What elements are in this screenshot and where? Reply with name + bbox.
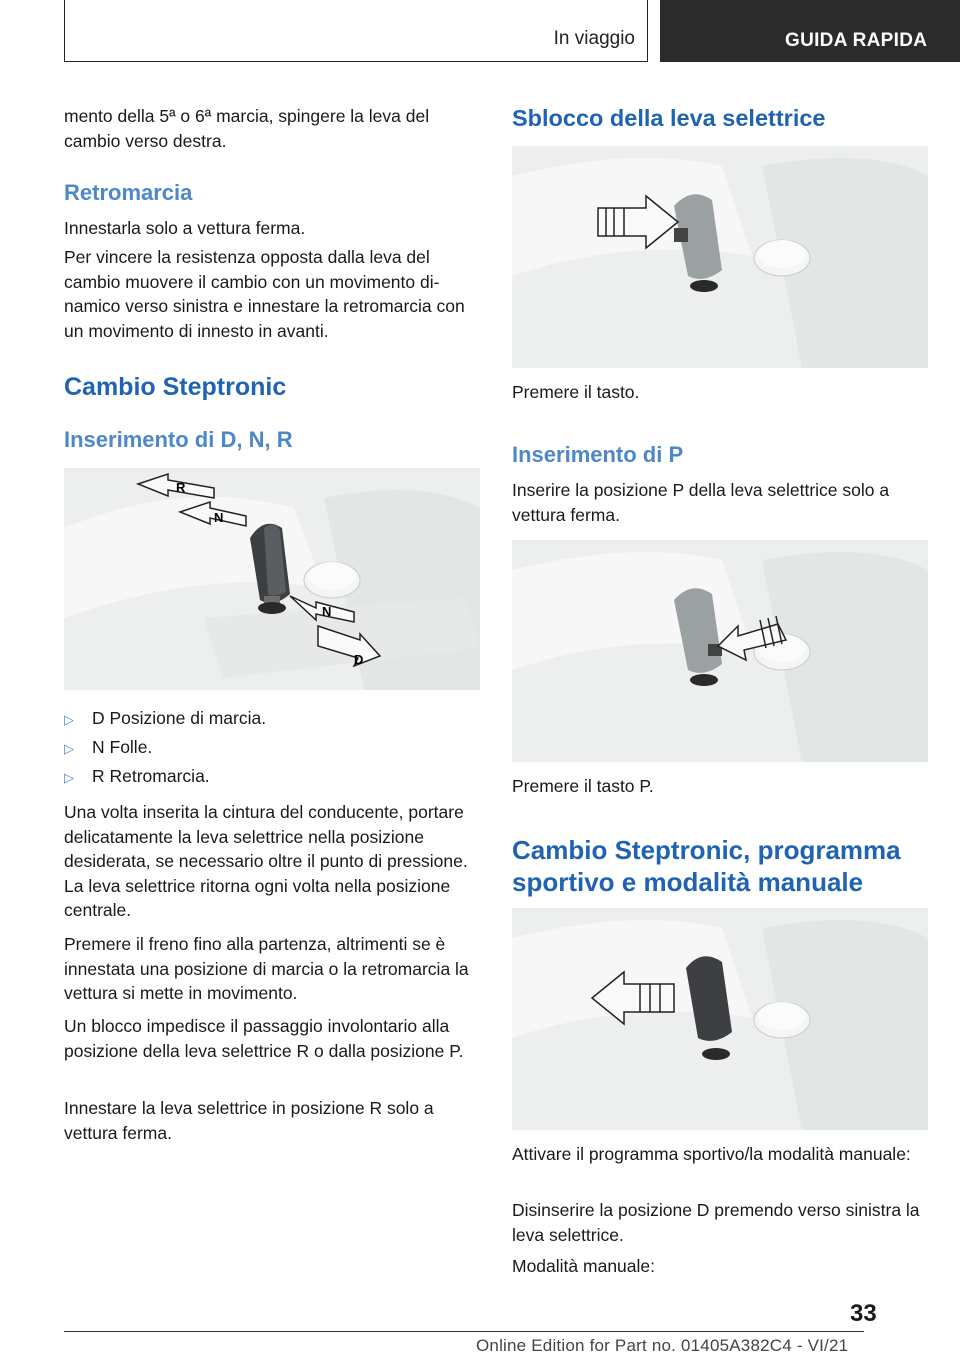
figure-p-button <box>512 540 928 762</box>
heading-retromarcia: Retromarcia <box>64 180 193 205</box>
figure-sport-mode <box>512 908 928 1130</box>
header-box <box>64 0 648 62</box>
figure-caption: Premere il tasto. <box>512 382 640 402</box>
paragraph: Per vincere la resistenza opposta dalla leva del cambio muovere il cambio con un movimento dinamico verso sinistra e innestare la retromarcia con un movimento di innesto in avanti. <box>64 247 465 341</box>
footer-edition: Online Edition for Part no. 01405A382C4 - VI/21 <box>476 1336 849 1355</box>
list-item <box>64 764 210 790</box>
header-section-title: In viaggio <box>553 28 635 49</box>
figure-unlock-button <box>512 146 928 368</box>
heading-sport-manual: Cambio Steptronic, programma sportivo e modalità manuale <box>512 835 901 897</box>
figure-gear-selector-dnr <box>64 468 480 690</box>
triangle-bullet-icon: ▷ <box>64 770 74 785</box>
paragraph: Inserire la posizione P della leva selettrice solo a vettura ferma. <box>512 480 890 525</box>
paragraph: Disinserire la posizione D premendo verso sinistra la leva selettrice. <box>512 1200 920 1245</box>
paragraph: Premere il freno fino alla partenza, altrimenti se è innestata una posizione di marcia o la retromarcia la vettura si mette in movimento. <box>64 934 469 1003</box>
paragraph: Modalità manuale: <box>512 1256 655 1276</box>
figure-caption: Premere il tasto P. <box>512 776 654 796</box>
gear-selector-illustration <box>64 468 480 690</box>
list-item <box>64 735 152 761</box>
gear-selector-sport-illustration <box>512 908 928 1130</box>
list-item <box>64 706 266 732</box>
list-item-text: N Folle. <box>92 737 153 757</box>
figure-label: N <box>214 510 224 525</box>
heading-inserimento-dnr: Inserimento di D, N, R <box>64 427 293 452</box>
list-item-text: D Posizione di marcia. <box>92 708 267 728</box>
heading-sblocco: Sblocco della leva selettrice <box>512 105 826 131</box>
heading-steptronic: Cambio Steptronic <box>64 373 287 401</box>
gear-selector-unlock-illustration <box>512 146 928 368</box>
figure-label: N <box>322 604 332 619</box>
list-item-text: R Retromarcia. <box>92 766 210 786</box>
paragraph: Una volta inserita la cintura del conducente, portare delicatamente la leva selettrice nella posizione desiderata, se necessario oltre il punto di pressione. La leva selettrice ritorna ogni volta nella posizione centrale. <box>64 802 468 920</box>
paragraph: Innestare la leva selettrice in posizione R solo a vettura ferma. <box>64 1098 434 1143</box>
paragraph: Innestarla solo a vettura ferma. <box>64 218 306 238</box>
page-number: 33 <box>850 1300 877 1327</box>
paragraph: Attivare il programma sportivo/la modalità manuale: <box>512 1144 911 1164</box>
paragraph: Un blocco impedisce il passaggio involontario alla posizione della leva selettrice R o dalla posizione P. <box>64 1016 464 1061</box>
footer-divider <box>64 1331 864 1332</box>
paragraph: mento della 5ª o 6ª marcia, spingere la leva del cambio verso destra. <box>64 106 430 151</box>
header-tab: GUIDA RAPIDA <box>660 0 960 62</box>
triangle-bullet-icon: ▷ <box>64 741 74 756</box>
triangle-bullet-icon: ▷ <box>64 712 74 727</box>
figure-label: R <box>176 480 186 495</box>
heading-inserimento-p: Inserimento di P <box>512 442 684 467</box>
figure-label: D <box>354 652 364 667</box>
gear-selector-p-illustration <box>512 540 928 762</box>
